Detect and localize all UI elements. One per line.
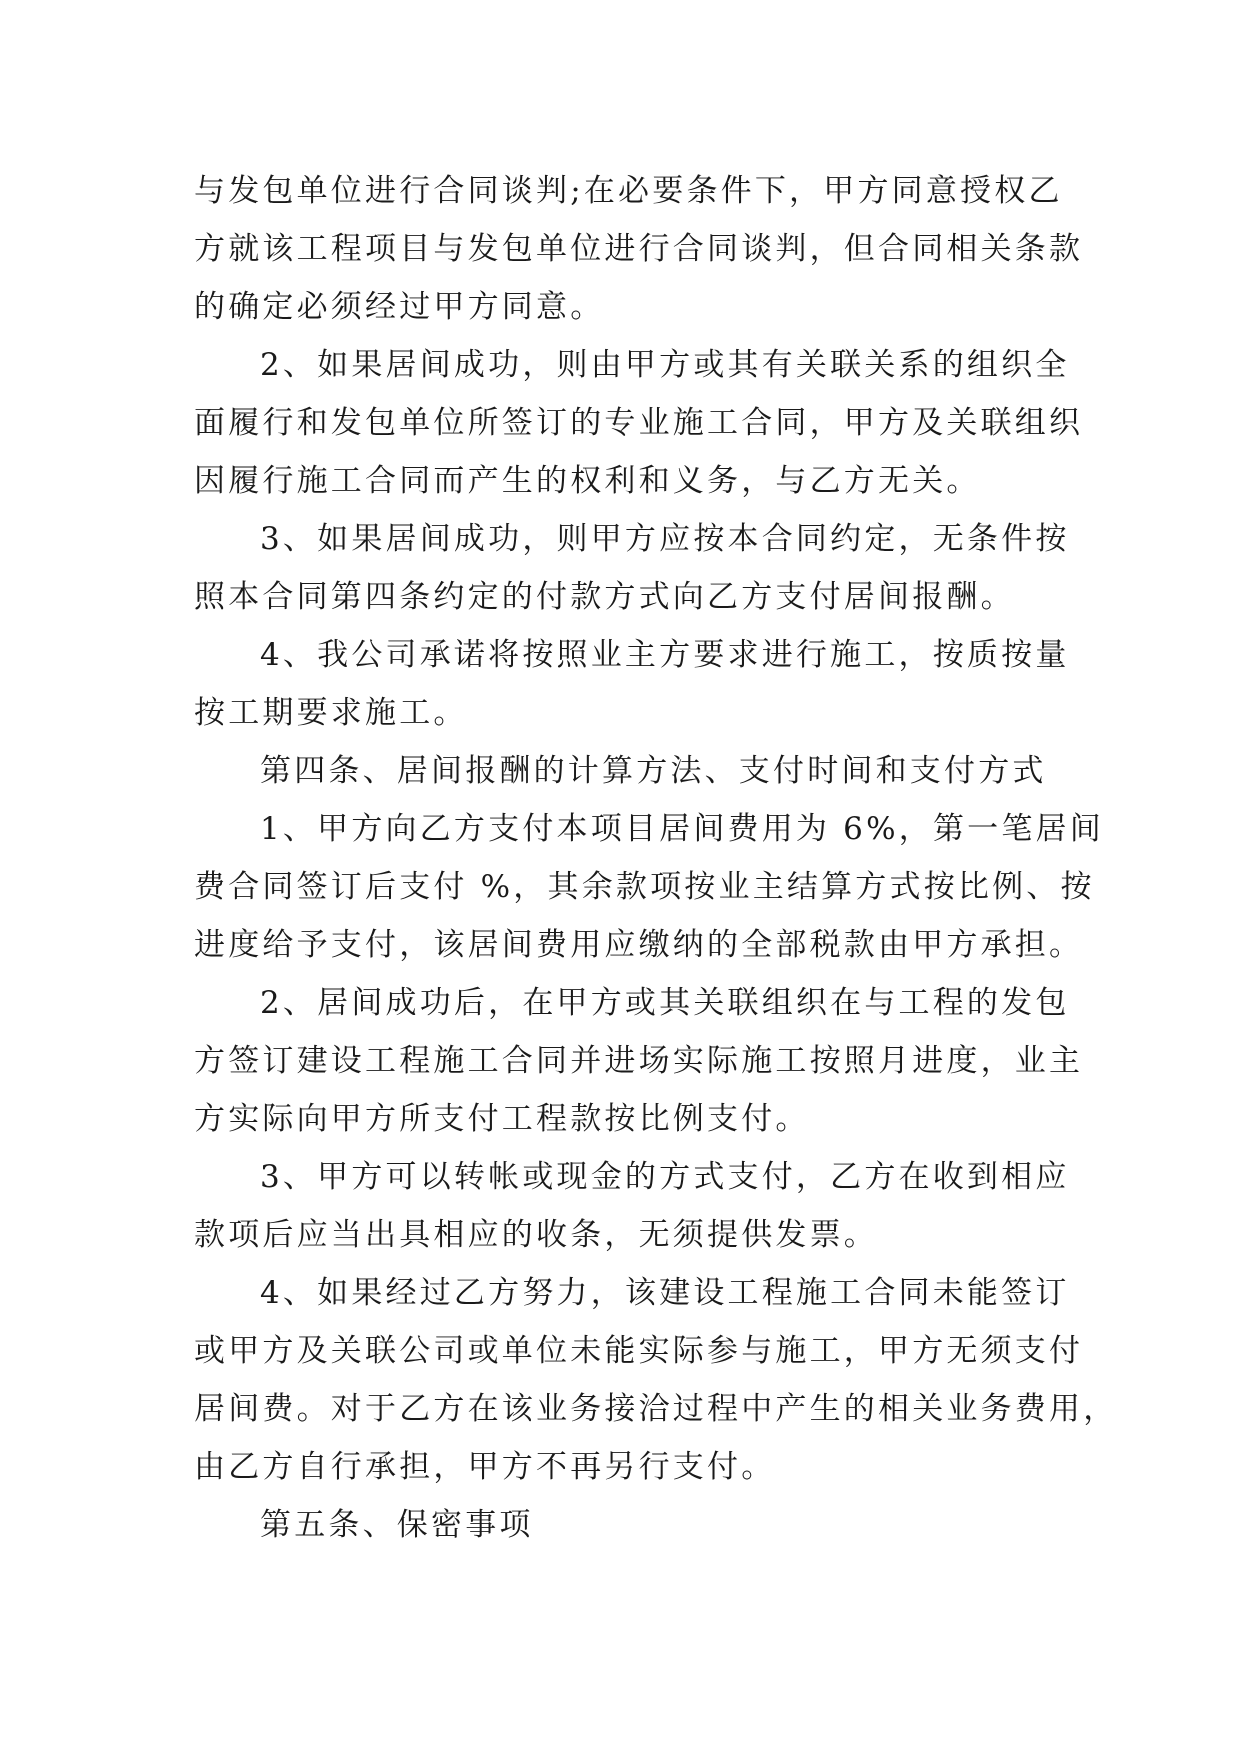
- text-line: 进度给予支付，该居间费用应缴纳的全部税款由甲方承担。: [194, 927, 1084, 963]
- text-line: 由乙方自行承担，甲方不再另行支付。: [194, 1449, 776, 1485]
- text-line: 费合同签订后支付 %，其余款项按业主结算方式按比例、按: [194, 869, 1095, 905]
- text-line: 按工期要求施工。: [194, 695, 468, 731]
- text-line: 因履行施工合同而产生的权利和义务，与乙方无关。: [194, 463, 981, 499]
- text-line: 第四条、居间报酬的计算方法、支付时间和支付方式: [260, 753, 1047, 789]
- text-line: 1、甲方向乙方支付本项目居间费用为 6%，第一笔居间: [260, 811, 1104, 847]
- text-line: 与发包单位进行合同谈判;在必要条件下，甲方同意授权乙: [194, 173, 1063, 209]
- text-line: 款项后应当出具相应的收条，无须提供发票。: [194, 1217, 878, 1253]
- text-line: 2、居间成功后，在甲方或其关联组织在与工程的发包: [260, 985, 1070, 1021]
- document-body: [194, 162, 1118, 1554]
- text-line: 的确定必须经过甲方同意。: [194, 289, 605, 325]
- text-line: 面履行和发包单位所签订的专业施工合同，甲方及关联组织: [194, 405, 1084, 441]
- text-line: 居间费。对于乙方在该业务接洽过程中产生的相关业务费用，: [194, 1391, 1118, 1427]
- text-line: 第五条、保密事项: [260, 1507, 534, 1543]
- text-line: 或甲方及关联公司或单位未能实际参与施工，甲方无须支付: [194, 1333, 1084, 1369]
- text-line: 方签订建设工程施工合同并进场实际施工按照月进度，业主: [194, 1043, 1084, 1079]
- text-line: 3、如果居间成功，则甲方应按本合同约定，无条件按: [260, 521, 1070, 557]
- text-line: 照本合同第四条约定的付款方式向乙方支付居间报酬。: [194, 579, 1015, 615]
- text-line: 4、如果经过乙方努力，该建设工程施工合同未能签订: [260, 1275, 1070, 1311]
- text-line: 3、甲方可以转帐或现金的方式支付，乙方在收到相应: [260, 1159, 1070, 1195]
- text-line: 2、如果居间成功，则由甲方或其有关联关系的组织全: [260, 347, 1070, 383]
- text-line: 方就该工程项目与发包单位进行合同谈判，但合同相关条款: [194, 231, 1084, 267]
- text-line: 4、我公司承诺将按照业主方要求进行施工，按质按量: [260, 637, 1070, 673]
- text-line: 方实际向甲方所支付工程款按比例支付。: [194, 1101, 810, 1137]
